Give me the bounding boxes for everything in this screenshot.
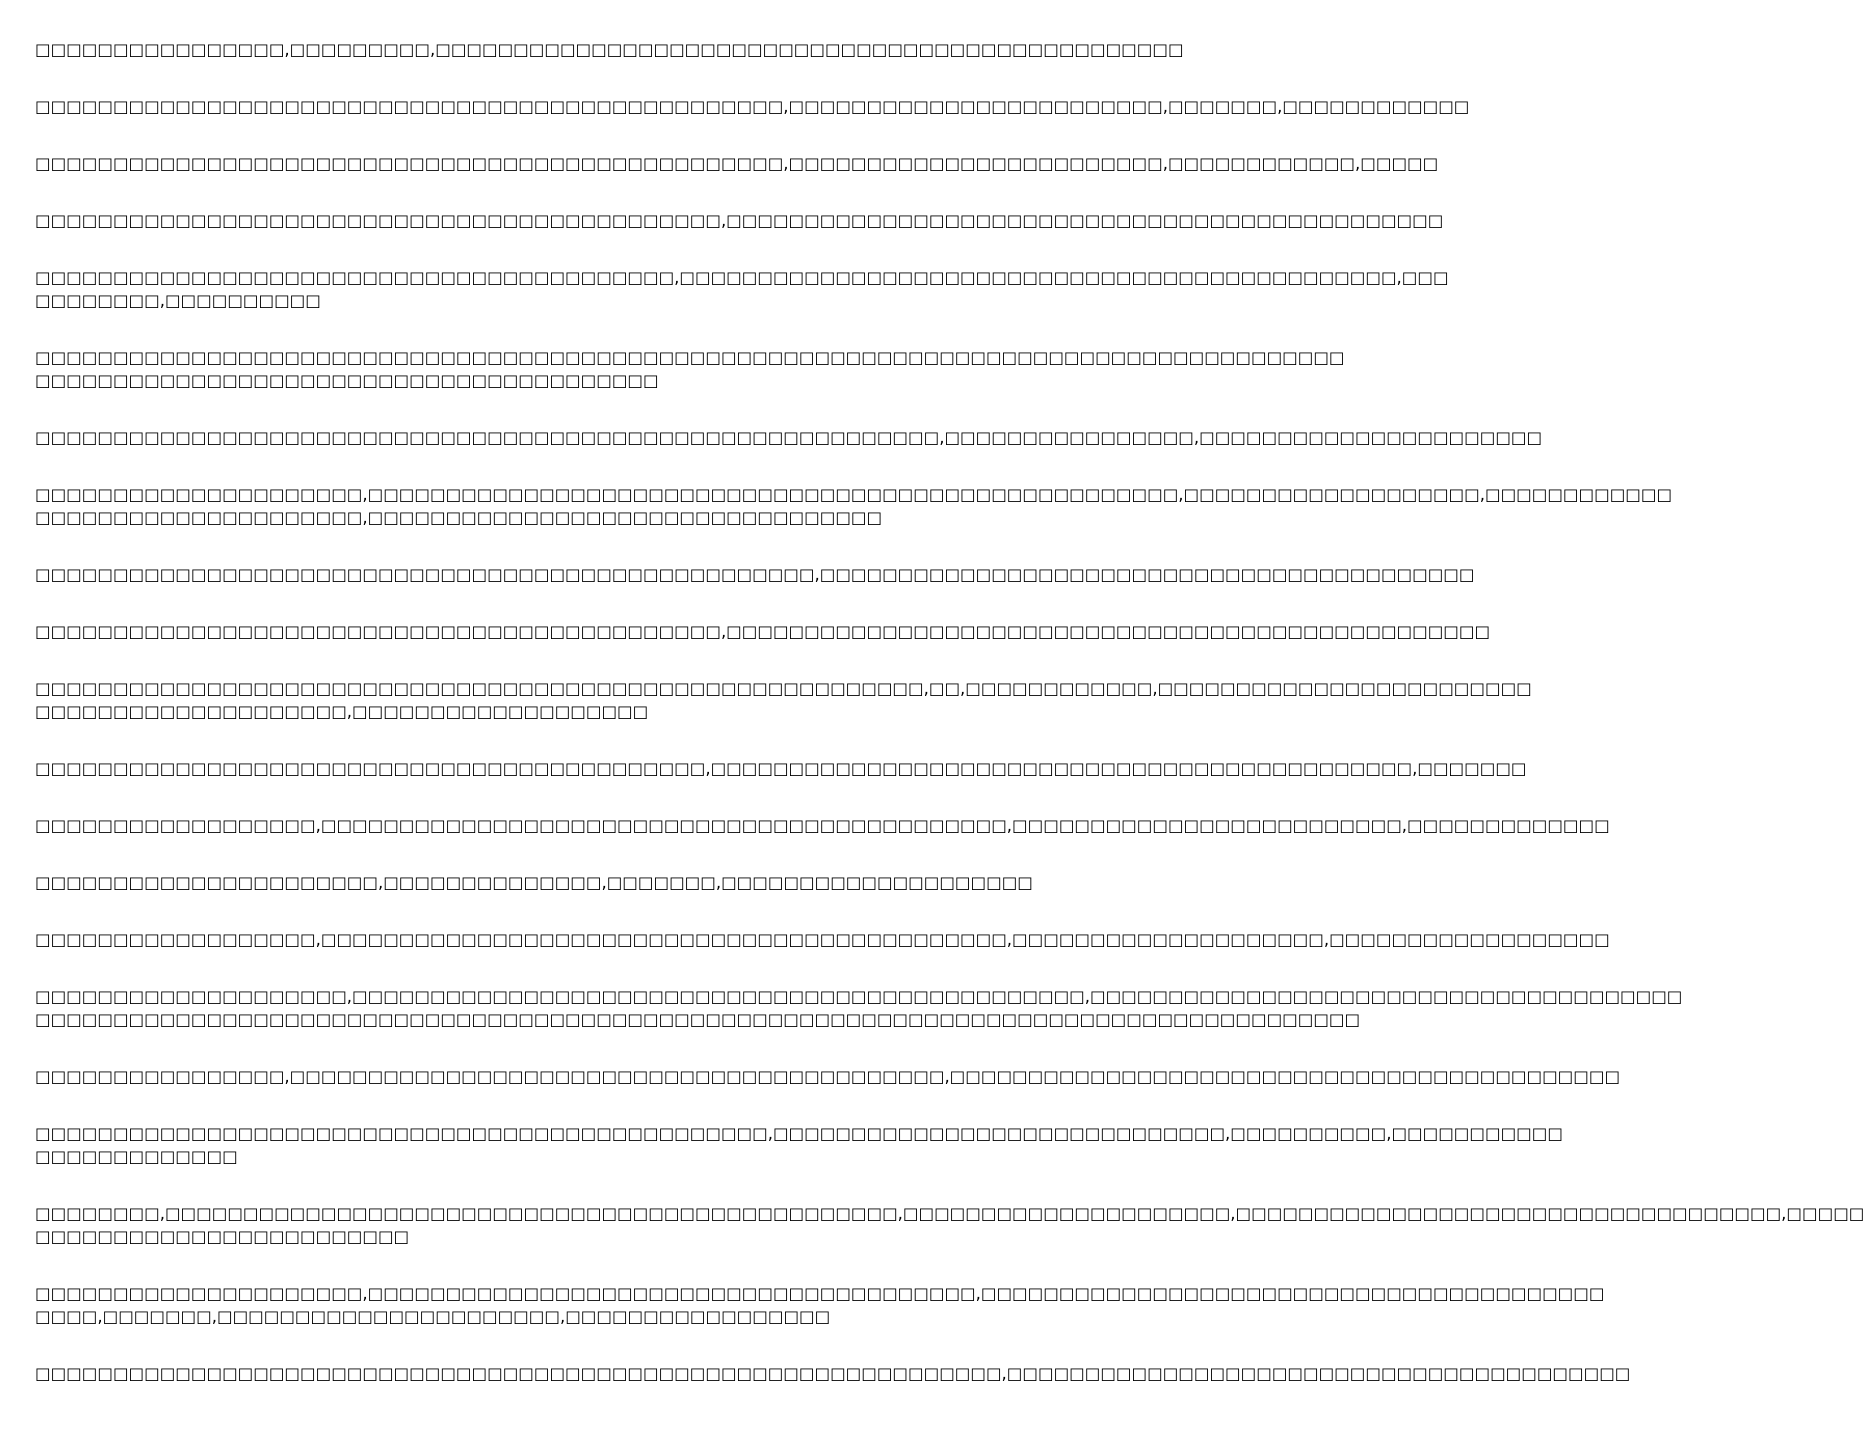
paragraph (35, 814, 1610, 837)
paragraph-line: □□□□□□□□□□□□□□□□□□□□□,□□□□□□□□□□□□□□□□□□□□□□□□□□□□□□□□□□□□□□□□□□□□□□□□□□□□,□□□□□□□□□□□□□□□□□□□,□□□□□□□□□□□□ (35, 485, 1673, 504)
paragraph-line: □□□□□□□□□□□□□□□□□□□□□□□□□□□□□□□□□□□□□□□□□□□□□□□□□□□□□□□□□□□□□□□□□□□□□□□□□□□□□□□□□□□□ (35, 348, 1345, 367)
paragraph-line: □□□□□□□□□□□□□□□□□□□□□,□□□□□□□□□□□□□□□□□□□□□□□□□□□□□□□□□□□□□□□,□□□□□□□□□□□□□□□□□□□□□□□□□□□□□□□□□□□□□□□□ (35, 1284, 1605, 1303)
paragraph (35, 152, 1439, 175)
paragraph-line: □□□□□□□□□□□□□□□□□□□□□□□□□□□□□□□□□□□□□□□□□□□□□□□□□□□□□□□□□□□□□□□□□□□□□□□□□□□□□□□□□□□□□ (35, 1010, 1361, 1029)
paragraph-line: □□□□□□□□□□□□□ (35, 1147, 238, 1166)
paragraph-line: □□□□□□□□,□□□□□□□□□□ (35, 291, 321, 310)
paragraph (35, 95, 1470, 118)
paragraph-line: □□□□□□□□□□□□□□□□□□□□□□,□□□□□□□□□□□□□□,□□□□□□□,□□□□□□□□□□□□□□□□□□□□ (35, 873, 1033, 892)
paragraph-line: □□□□□□□□□□□□□□□□□□□□□□□□□□□□□□□□□□□□□□□□□□□□□□□□□□,□□□□□□□□□□□□□□□□□□□□□□□□□□□□□□□□□□□□□□□□□□ (35, 565, 1475, 584)
paragraph-line: □□□□□□□□□□□□□□□□□□□□□□□□□□□□□□□□□□□□□□□□□,□□□□□□□□□□□□□□□□□□□□□□□□□□□□□□□□□□□□□□□□□□□□□□,□□□ (35, 268, 1449, 287)
paragraph (35, 677, 1532, 723)
paragraph-line: □□□□□□□□□□□□□□□□□□,□□□□□□□□□□□□□□□□□□□□□□□□□□□□□□□□□□□□□□□□□□□□,□□□□□□□□□□□□□□□□□□□□,□□□□□□□□□□□□□□□□□□ (35, 930, 1610, 949)
paragraph (35, 483, 1673, 529)
paragraph-line: □□□□□□□□□□□□□□□□□□□□□□□□□□□□□□□□□□□□□□□□□□□□□□□,□□□□□□□□□□□□□□□□□□□□□□□□□□□□□,□□□□□□□□□□,□□□□□□□□□□□ (35, 1124, 1563, 1143)
paragraph (35, 620, 1491, 643)
document-page (35, 38, 1864, 1419)
paragraph (35, 266, 1449, 312)
paragraph (35, 985, 1683, 1031)
paragraph-line: □□□□□□□□□□□□□□□□□□□□□□□□ (35, 1227, 410, 1246)
paragraph (35, 757, 1527, 780)
paragraph-line: □□□□□□□□□□□□□□□□□□□□□□□□□□□□□□□□□□□□□□□□□□□□□□□□,□□□□□□□□□□□□□□□□□□□□□□□□,□□□□□□□,□□□□□□□□□□□□ (35, 97, 1470, 116)
paragraph (35, 928, 1610, 951)
paragraph-line: □□□□□□□□□□□□□□□□□□□□□□□□□□□□□□□□□□□□□□□□□□□□□□□□□□□□□□□□□□□□□□,□□□□□□□□□□□□□□□□□□□□□□□□□□□□□□□□□□□□□□□□ (35, 1364, 1631, 1383)
paragraph-line: □□□□,□□□□□□□,□□□□□□□□□□□□□□□□□□□□□□,□□□□□□□□□□□□□□□□□ (35, 1307, 831, 1326)
paragraph (35, 563, 1475, 586)
paragraph (35, 346, 1345, 392)
paragraph-line: □□□□□□□□□□□□□□□□□□□□□□□□□□□□□□□□□□□□□□□□ (35, 371, 659, 390)
paragraph-line: □□□□□□□□□□□□□□□□□□□□□□□□□□□□□□□□□□□□□□□□□□□□,□□□□□□□□□□□□□□□□□□□□□□□□□□□□□□□□□□□□□□□□□□□□□□ (35, 211, 1444, 230)
paragraph (35, 1362, 1631, 1385)
paragraph (35, 871, 1033, 894)
paragraph-line: □□□□□□□□,□□□□□□□□□□□□□□□□□□□□□□□□□□□□□□□□□□□□□□□□□□□□□□□,□□□□□□□□□□□□□□□□□□□□□,□□□□□□□□□□□□□□□□□□□□□□□□□□□□□□□□□□□,□□□□□ (35, 1204, 1864, 1223)
paragraph (35, 1282, 1605, 1328)
paragraph-line: □□□□□□□□□□□□□□□□□□□□□□□□□□□□□□□□□□□□□□□□□□□□,□□□□□□□□□□□□□□□□□□□□□□□□□□□□□□□□□□□□□□□□□□□□□□□□□ (35, 622, 1491, 641)
paragraph-line: □□□□□□□□□□□□□□□□□□□□□□□□□□□□□□□□□□□□□□□□□□□□□□□□□□□□□□□□□,□□,□□□□□□□□□□□□,□□□□□□□□□□□□□□□□□□□□□□□□ (35, 679, 1532, 698)
paragraph (35, 209, 1444, 232)
paragraph (35, 38, 1184, 61)
paragraph-line: □□□□□□□□□□□□□□□□□□□□,□□□□□□□□□□□□□□□□□□□ (35, 702, 649, 721)
paragraph-line: □□□□□□□□□□□□□□□□□□□□□□□□□□□□□□□□□□□□□□□□□□□,□□□□□□□□□□□□□□□□□□□□□□□□□□□□□□□□□□□□□□□□□□□□□,□□□□□□□ (35, 759, 1527, 778)
paragraph-line: □□□□□□□□□□□□□□□□,□□□□□□□□□,□□□□□□□□□□□□□□□□□□□□□□□□□□□□□□□□□□□□□□□□□□□□□□□□ (35, 40, 1184, 59)
paragraph-line: □□□□□□□□□□□□□□□□□□,□□□□□□□□□□□□□□□□□□□□□□□□□□□□□□□□□□□□□□□□□□□□,□□□□□□□□□□□□□□□□□□□□□□□□□,□□□□□□□□□□□□□ (35, 816, 1610, 835)
paragraph-line: □□□□□□□□□□□□□□□□□□□□□,□□□□□□□□□□□□□□□□□□□□□□□□□□□□□□□□□ (35, 508, 883, 527)
paragraph-line: □□□□□□□□□□□□□□□□□□□□□□□□□□□□□□□□□□□□□□□□□□□□□□□□,□□□□□□□□□□□□□□□□□□□□□□□□,□□□□□□□□□□□□,□□□□□ (35, 154, 1439, 173)
paragraph (35, 1122, 1563, 1168)
paragraph-line: □□□□□□□□□□□□□□□□,□□□□□□□□□□□□□□□□□□□□□□□□□□□□□□□□□□□□□□□□□□,□□□□□□□□□□□□□□□□□□□□□□□□□□□□□□□□□□□□□□□□□□□ (35, 1067, 1621, 1086)
paragraph-line: □□□□□□□□□□□□□□□□□□□□,□□□□□□□□□□□□□□□□□□□□□□□□□□□□□□□□□□□□□□□□□□□□□□□,□□□□□□□□□□□□□□□□□□□□□□□□□□□□□□□□□□□□□□ (35, 987, 1683, 1006)
paragraph-line: □□□□□□□□□□□□□□□□□□□□□□□□□□□□□□□□□□□□□□□□□□□□□□□□□□□□□□□□□□,□□□□□□□□□□□□□□□□,□□□□□□□□□□□□□□□□□□□□□□ (35, 428, 1543, 447)
paragraph (35, 1202, 1864, 1248)
paragraph (35, 1065, 1621, 1088)
paragraph (35, 426, 1543, 449)
